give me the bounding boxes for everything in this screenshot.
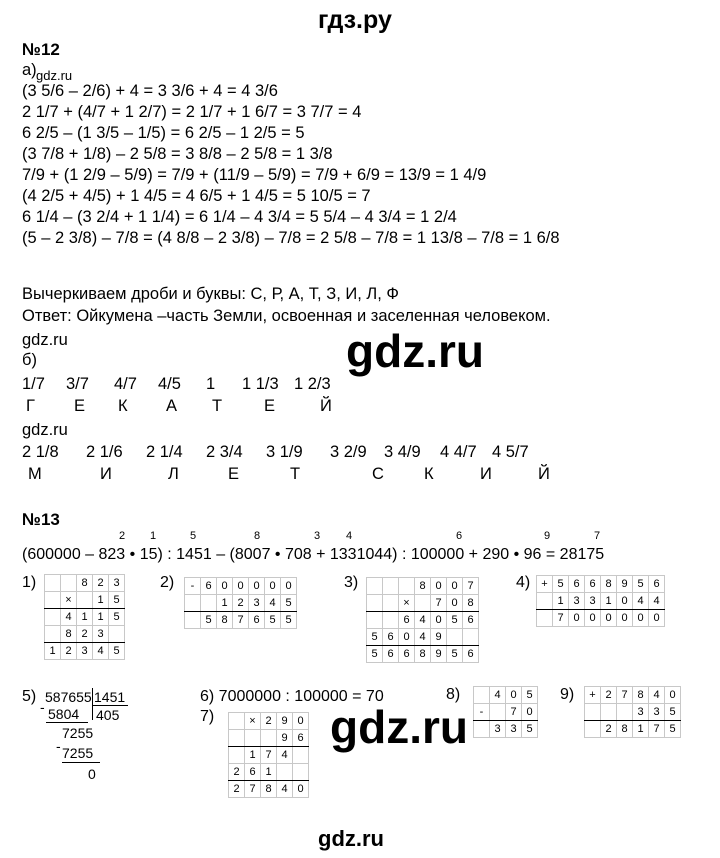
fraction-cell: 1 <box>206 375 216 393</box>
grid-cell <box>474 687 490 704</box>
grid-cell: 3 <box>249 595 265 612</box>
ld-vertical-line <box>92 688 93 720</box>
letter-cell: А <box>166 397 178 415</box>
grid-cell: 3 <box>77 643 93 660</box>
grid-cell <box>537 593 553 610</box>
grid-cell: 1 <box>77 609 93 626</box>
grid-cell: 6 <box>245 764 261 781</box>
grid-cell <box>585 704 601 721</box>
watermark-small: gdz.ru <box>22 421 68 439</box>
grid-cell: 0 <box>522 704 538 721</box>
grid-cell: 9 <box>277 730 293 747</box>
grid-cell <box>45 592 61 609</box>
grid-cell: 1 <box>245 747 261 764</box>
grid-cell: 8 <box>217 612 233 629</box>
grid-cell: 6 <box>585 576 601 593</box>
equation-line: (3 5/6 – 2/6) + 4 = 3 3/6 + 4 = 4 3/6 <box>22 82 278 100</box>
letter-cell: Й <box>538 465 550 483</box>
order-number: 1 <box>150 530 157 542</box>
ld-horizontal-line <box>92 705 128 706</box>
grid-cell: 5 <box>633 576 649 593</box>
watermark-small: gdz.ru <box>36 68 73 83</box>
grid-cell: 4 <box>633 593 649 610</box>
grid-cell: 0 <box>399 629 415 646</box>
grid-cell: 8 <box>633 687 649 704</box>
grid-cell: 3 <box>585 593 601 610</box>
grid-cell: 6 <box>293 730 309 747</box>
grid-cell: 2 <box>61 643 77 660</box>
grid-cell: 7 <box>553 610 569 627</box>
grid-cell: 2 <box>233 595 249 612</box>
grid-cell: 5 <box>109 592 125 609</box>
grid-cell: 5 <box>367 646 383 663</box>
grid-cell: 6 <box>383 629 399 646</box>
step-label: 1) <box>22 574 37 591</box>
grid-cell <box>45 609 61 626</box>
letter-cell: К <box>424 465 434 483</box>
grid-cell: 0 <box>633 610 649 627</box>
equation-line: 7/9 + (1 2/9 – 5/9) = 7/9 + (11/9 – 5/9) = 7/9 + 6/9 = 13/9 = 1 4/9 <box>22 166 487 184</box>
grid-cell <box>185 612 201 629</box>
grid-cell <box>415 595 431 612</box>
grid-cell: 1 <box>93 609 109 626</box>
grid-cell: 5 <box>367 629 383 646</box>
grid-cell: 0 <box>265 578 281 595</box>
grid-cell: 7 <box>649 721 665 738</box>
grid-cell: 8 <box>77 575 93 592</box>
grid-cell: 4 <box>649 593 665 610</box>
grid-cell: 2 <box>601 721 617 738</box>
ld-minus: - <box>40 699 45 715</box>
grid-cell: 0 <box>585 610 601 627</box>
grid-cell <box>399 578 415 595</box>
grid-cell: 4 <box>649 687 665 704</box>
grid-cell: 0 <box>569 610 585 627</box>
order-number: 2 <box>119 530 126 542</box>
grid-cell: 3 <box>490 721 506 738</box>
fraction-cell: 2 1/6 <box>86 443 123 461</box>
order-number: 6 <box>456 530 463 542</box>
grid-cell <box>293 764 309 781</box>
grid-cell: × <box>245 713 261 730</box>
fraction-cell: 1 2/3 <box>294 375 331 393</box>
fraction-cell: 3/7 <box>66 375 89 393</box>
step-label: 4) <box>516 574 531 591</box>
grid-cell <box>383 578 399 595</box>
grid-cell: - <box>185 578 201 595</box>
ld-line-2 <box>62 762 100 763</box>
letter-cell: К <box>118 397 128 415</box>
exercise-13-expression: (600000 – 823 • 15) : 1451 – (8007 • 708 + 1331044) : 100000 + 290 • 96 = 28175 <box>22 546 605 563</box>
step-6-text: 6) 7000000 : 100000 = 70 <box>200 688 384 705</box>
grid-cell <box>201 595 217 612</box>
grid-cell <box>261 730 277 747</box>
ld-divisor: 1451 <box>94 689 126 705</box>
grid-step-4 <box>536 575 665 627</box>
grid-cell: 5 <box>109 609 125 626</box>
grid-cell <box>293 747 309 764</box>
fraction-cell: 3 1/9 <box>266 443 303 461</box>
grid-cell: 4 <box>93 643 109 660</box>
grid-cell: 8 <box>61 626 77 643</box>
ld-dividend: 587655 <box>45 689 92 705</box>
grid-cell: 8 <box>617 721 633 738</box>
ld-remainder: 0 <box>88 766 96 782</box>
letter-cell: И <box>480 465 492 483</box>
answer-text: Ответ: Ойкумена –часть Земли, освоенная и заселенная человеком. <box>22 307 551 325</box>
ld-minus: - <box>56 738 61 754</box>
grid-cell: 3 <box>93 626 109 643</box>
grid-cell <box>585 721 601 738</box>
order-number: 7 <box>594 530 601 542</box>
grid-cell <box>229 713 245 730</box>
letter-cell: Е <box>264 397 276 415</box>
grid-cell <box>383 595 399 612</box>
grid-cell: 5 <box>665 704 681 721</box>
grid-cell <box>245 730 261 747</box>
fraction-cell: 4 4/7 <box>440 443 477 461</box>
grid-cell: 5 <box>109 643 125 660</box>
grid-cell: 3 <box>649 704 665 721</box>
part-b-label: б) <box>22 351 37 369</box>
ld-subtract-1: 5804 <box>48 706 80 722</box>
grid-cell: 4 <box>277 747 293 764</box>
grid-cell <box>277 764 293 781</box>
grid-cell: 4 <box>277 781 293 798</box>
grid-cell: - <box>474 704 490 721</box>
fraction-cell: 2 3/4 <box>206 443 243 461</box>
grid-cell: 0 <box>665 687 681 704</box>
fraction-cell: 4/5 <box>158 375 181 393</box>
letter-cell: И <box>100 465 112 483</box>
ld-remainder-1: 7255 <box>62 725 94 741</box>
letter-cell: Т <box>212 397 223 415</box>
grid-cell <box>383 612 399 629</box>
part-a-label: а) <box>22 61 37 79</box>
grid-cell: 1 <box>601 593 617 610</box>
grid-cell: 5 <box>522 721 538 738</box>
grid-cell: 5 <box>281 612 297 629</box>
grid-cell: 0 <box>601 610 617 627</box>
equation-line: 6 1/4 – (3 2/4 + 1 1/4) = 6 1/4 – 4 3/4 = 5 5/4 – 4 3/4 = 1 2/4 <box>22 208 457 226</box>
grid-cell: 0 <box>217 578 233 595</box>
fraction-cell: 3 2/9 <box>330 443 367 461</box>
grid-cell: 0 <box>649 610 665 627</box>
fraction-cell: 2 1/4 <box>146 443 183 461</box>
grid-cell: × <box>399 595 415 612</box>
grid-cell: 0 <box>249 578 265 595</box>
watermark-large: gdz.ru <box>346 325 484 377</box>
grid-cell <box>229 730 245 747</box>
grid-cell: 5 <box>522 687 538 704</box>
grid-cell: + <box>585 687 601 704</box>
grid-cell <box>490 704 506 721</box>
grid-cell: 8 <box>261 781 277 798</box>
strike-text: Вычеркиваем дроби и буквы: С, Р, А, Т, З, И, Л, Ф <box>22 285 399 303</box>
grid-cell <box>185 595 201 612</box>
grid-cell: 8 <box>415 646 431 663</box>
step-label: 8) <box>446 686 461 703</box>
grid-cell: 0 <box>293 781 309 798</box>
grid-cell: 4 <box>61 609 77 626</box>
grid-cell: 9 <box>431 629 447 646</box>
step-label: 2) <box>160 574 175 591</box>
grid-cell: 2 <box>93 575 109 592</box>
grid-step-7 <box>228 712 309 798</box>
grid-cell: 8 <box>415 578 431 595</box>
grid-cell: 2 <box>229 781 245 798</box>
grid-cell: 0 <box>447 595 463 612</box>
grid-cell <box>229 747 245 764</box>
grid-cell: 6 <box>463 612 479 629</box>
grid-cell: + <box>537 576 553 593</box>
grid-cell: 7 <box>245 781 261 798</box>
grid-cell: 1 <box>553 593 569 610</box>
grid-cell <box>537 610 553 627</box>
fraction-cell: 2 1/8 <box>22 443 59 461</box>
grid-cell: 6 <box>569 576 585 593</box>
ld-line-1 <box>46 722 88 723</box>
grid-cell: 5 <box>553 576 569 593</box>
watermark-large: gdz.ru <box>330 701 468 753</box>
grid-cell: 9 <box>277 713 293 730</box>
grid-cell: 7 <box>261 747 277 764</box>
fraction-cell: 4 5/7 <box>492 443 529 461</box>
grid-cell: 0 <box>447 578 463 595</box>
grid-step-1 <box>44 574 125 660</box>
grid-cell <box>77 592 93 609</box>
grid-cell: 0 <box>233 578 249 595</box>
grid-cell <box>463 629 479 646</box>
grid-cell: 6 <box>649 576 665 593</box>
fraction-cell: 1 1/3 <box>242 375 279 393</box>
grid-cell: 8 <box>463 595 479 612</box>
grid-cell: 0 <box>281 578 297 595</box>
letter-cell: М <box>28 465 42 483</box>
grid-cell: 7 <box>431 595 447 612</box>
grid-cell: 5 <box>281 595 297 612</box>
letter-cell: Т <box>290 465 301 483</box>
grid-cell: 7 <box>463 578 479 595</box>
grid-cell: 5 <box>265 612 281 629</box>
grid-cell: 9 <box>617 576 633 593</box>
watermark-small: gdz.ru <box>22 331 68 349</box>
grid-cell: 2 <box>601 687 617 704</box>
grid-cell: 6 <box>249 612 265 629</box>
fraction-cell: 1/7 <box>22 375 45 393</box>
grid-cell: 8 <box>601 576 617 593</box>
equation-line: (3 7/8 + 1/8) – 2 5/8 = 3 8/8 – 2 5/8 = 1 3/8 <box>22 145 333 163</box>
grid-cell <box>617 704 633 721</box>
grid-cell: 6 <box>463 646 479 663</box>
site-header: гдз.ру <box>318 6 392 34</box>
grid-cell: 7 <box>506 704 522 721</box>
fraction-cell: 3 4/9 <box>384 443 421 461</box>
grid-cell: 7 <box>233 612 249 629</box>
equation-line: (4 2/5 + 4/5) + 1 4/5 = 4 6/5 + 1 4/5 = 5 10/5 = 7 <box>22 187 371 205</box>
grid-cell: 1 <box>217 595 233 612</box>
grid-cell: 1 <box>45 643 61 660</box>
exercise-13-number: №13 <box>22 510 60 529</box>
grid-cell: 1 <box>93 592 109 609</box>
letter-cell: Л <box>168 465 179 483</box>
ld-quotient: 405 <box>96 707 120 723</box>
step-label: 7) <box>200 708 215 725</box>
grid-cell: 5 <box>447 612 463 629</box>
grid-cell: 4 <box>265 595 281 612</box>
grid-cell: 3 <box>109 575 125 592</box>
order-number: 5 <box>190 530 197 542</box>
letter-cell: С <box>372 465 384 483</box>
grid-cell: 3 <box>633 704 649 721</box>
grid-step-9 <box>584 686 681 738</box>
grid-step-3 <box>366 577 479 663</box>
grid-cell <box>367 612 383 629</box>
grid-cell: 2 <box>77 626 93 643</box>
grid-cell <box>367 578 383 595</box>
order-number: 4 <box>346 530 353 542</box>
grid-step-8 <box>473 686 538 738</box>
grid-cell: 2 <box>261 713 277 730</box>
grid-cell: 6 <box>399 612 415 629</box>
grid-cell: 6 <box>201 578 217 595</box>
grid-cell: 0 <box>293 713 309 730</box>
grid-cell: 1 <box>633 721 649 738</box>
grid-cell: 0 <box>506 687 522 704</box>
grid-cell: 5 <box>665 721 681 738</box>
equation-line: 2 1/7 + (4/7 + 1 2/7) = 2 1/7 + 1 6/7 = 3 7/7 = 4 <box>22 103 362 121</box>
grid-cell: 6 <box>399 646 415 663</box>
ld-subtract-2: 7255 <box>62 745 94 761</box>
grid-cell <box>447 629 463 646</box>
order-number: 9 <box>544 530 551 542</box>
grid-cell: 5 <box>201 612 217 629</box>
footer-watermark: gdz.ru <box>318 826 384 851</box>
order-number: 8 <box>254 530 261 542</box>
grid-cell <box>45 626 61 643</box>
exercise-12-number: №12 <box>22 40 60 59</box>
grid-cell: 9 <box>431 646 447 663</box>
letter-cell: Е <box>228 465 240 483</box>
grid-cell: × <box>61 592 77 609</box>
letter-cell: Г <box>26 397 35 415</box>
grid-cell <box>61 575 77 592</box>
order-number: 3 <box>314 530 321 542</box>
grid-cell <box>109 626 125 643</box>
grid-cell: 0 <box>617 593 633 610</box>
grid-cell: 1 <box>261 764 277 781</box>
grid-cell: 7 <box>617 687 633 704</box>
step-label: 9) <box>560 686 575 703</box>
grid-cell: 3 <box>506 721 522 738</box>
grid-cell: 6 <box>383 646 399 663</box>
equation-line: 6 2/5 – (1 3/5 – 1/5) = 6 2/5 – 1 2/5 = 5 <box>22 124 305 142</box>
grid-cell: 2 <box>229 764 245 781</box>
grid-cell <box>367 595 383 612</box>
grid-step-2 <box>184 577 297 629</box>
step-label: 5) <box>22 688 37 705</box>
grid-cell: 4 <box>490 687 506 704</box>
grid-cell <box>601 704 617 721</box>
fraction-cell: 4/7 <box>114 375 137 393</box>
grid-cell: 0 <box>431 612 447 629</box>
letter-cell: Е <box>74 397 86 415</box>
grid-cell: 5 <box>447 646 463 663</box>
grid-cell: 3 <box>569 593 585 610</box>
grid-cell: 0 <box>431 578 447 595</box>
grid-cell <box>45 575 61 592</box>
grid-cell <box>474 721 490 738</box>
equation-line: (5 – 2 3/8) – 7/8 = (4 8/8 – 2 3/8) – 7/8 = 2 5/8 – 7/8 = 1 13/8 – 7/8 = 1 6/8 <box>22 229 560 247</box>
grid-cell: 4 <box>415 629 431 646</box>
step-label: 3) <box>344 574 359 591</box>
letter-cell: Й <box>320 397 332 415</box>
grid-cell: 4 <box>415 612 431 629</box>
grid-cell: 0 <box>617 610 633 627</box>
